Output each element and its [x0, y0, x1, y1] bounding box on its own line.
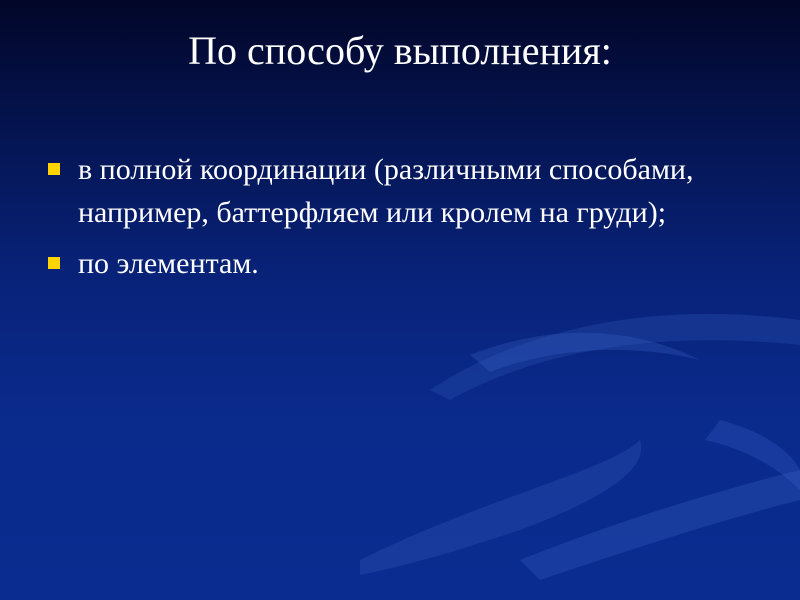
- slide-title: По способу выполнения:: [188, 28, 612, 73]
- bullet-text: в полной координации (различными способами, например, баттерфляем или кролем на груди);: [78, 153, 694, 229]
- bullet-text: по элементам.: [78, 247, 259, 280]
- bullet-list: [46, 148, 706, 293]
- square-bullet-icon: [48, 257, 60, 269]
- square-bullet-icon: [48, 163, 60, 175]
- bullet-item: [46, 148, 706, 234]
- bullet-item: [46, 242, 706, 285]
